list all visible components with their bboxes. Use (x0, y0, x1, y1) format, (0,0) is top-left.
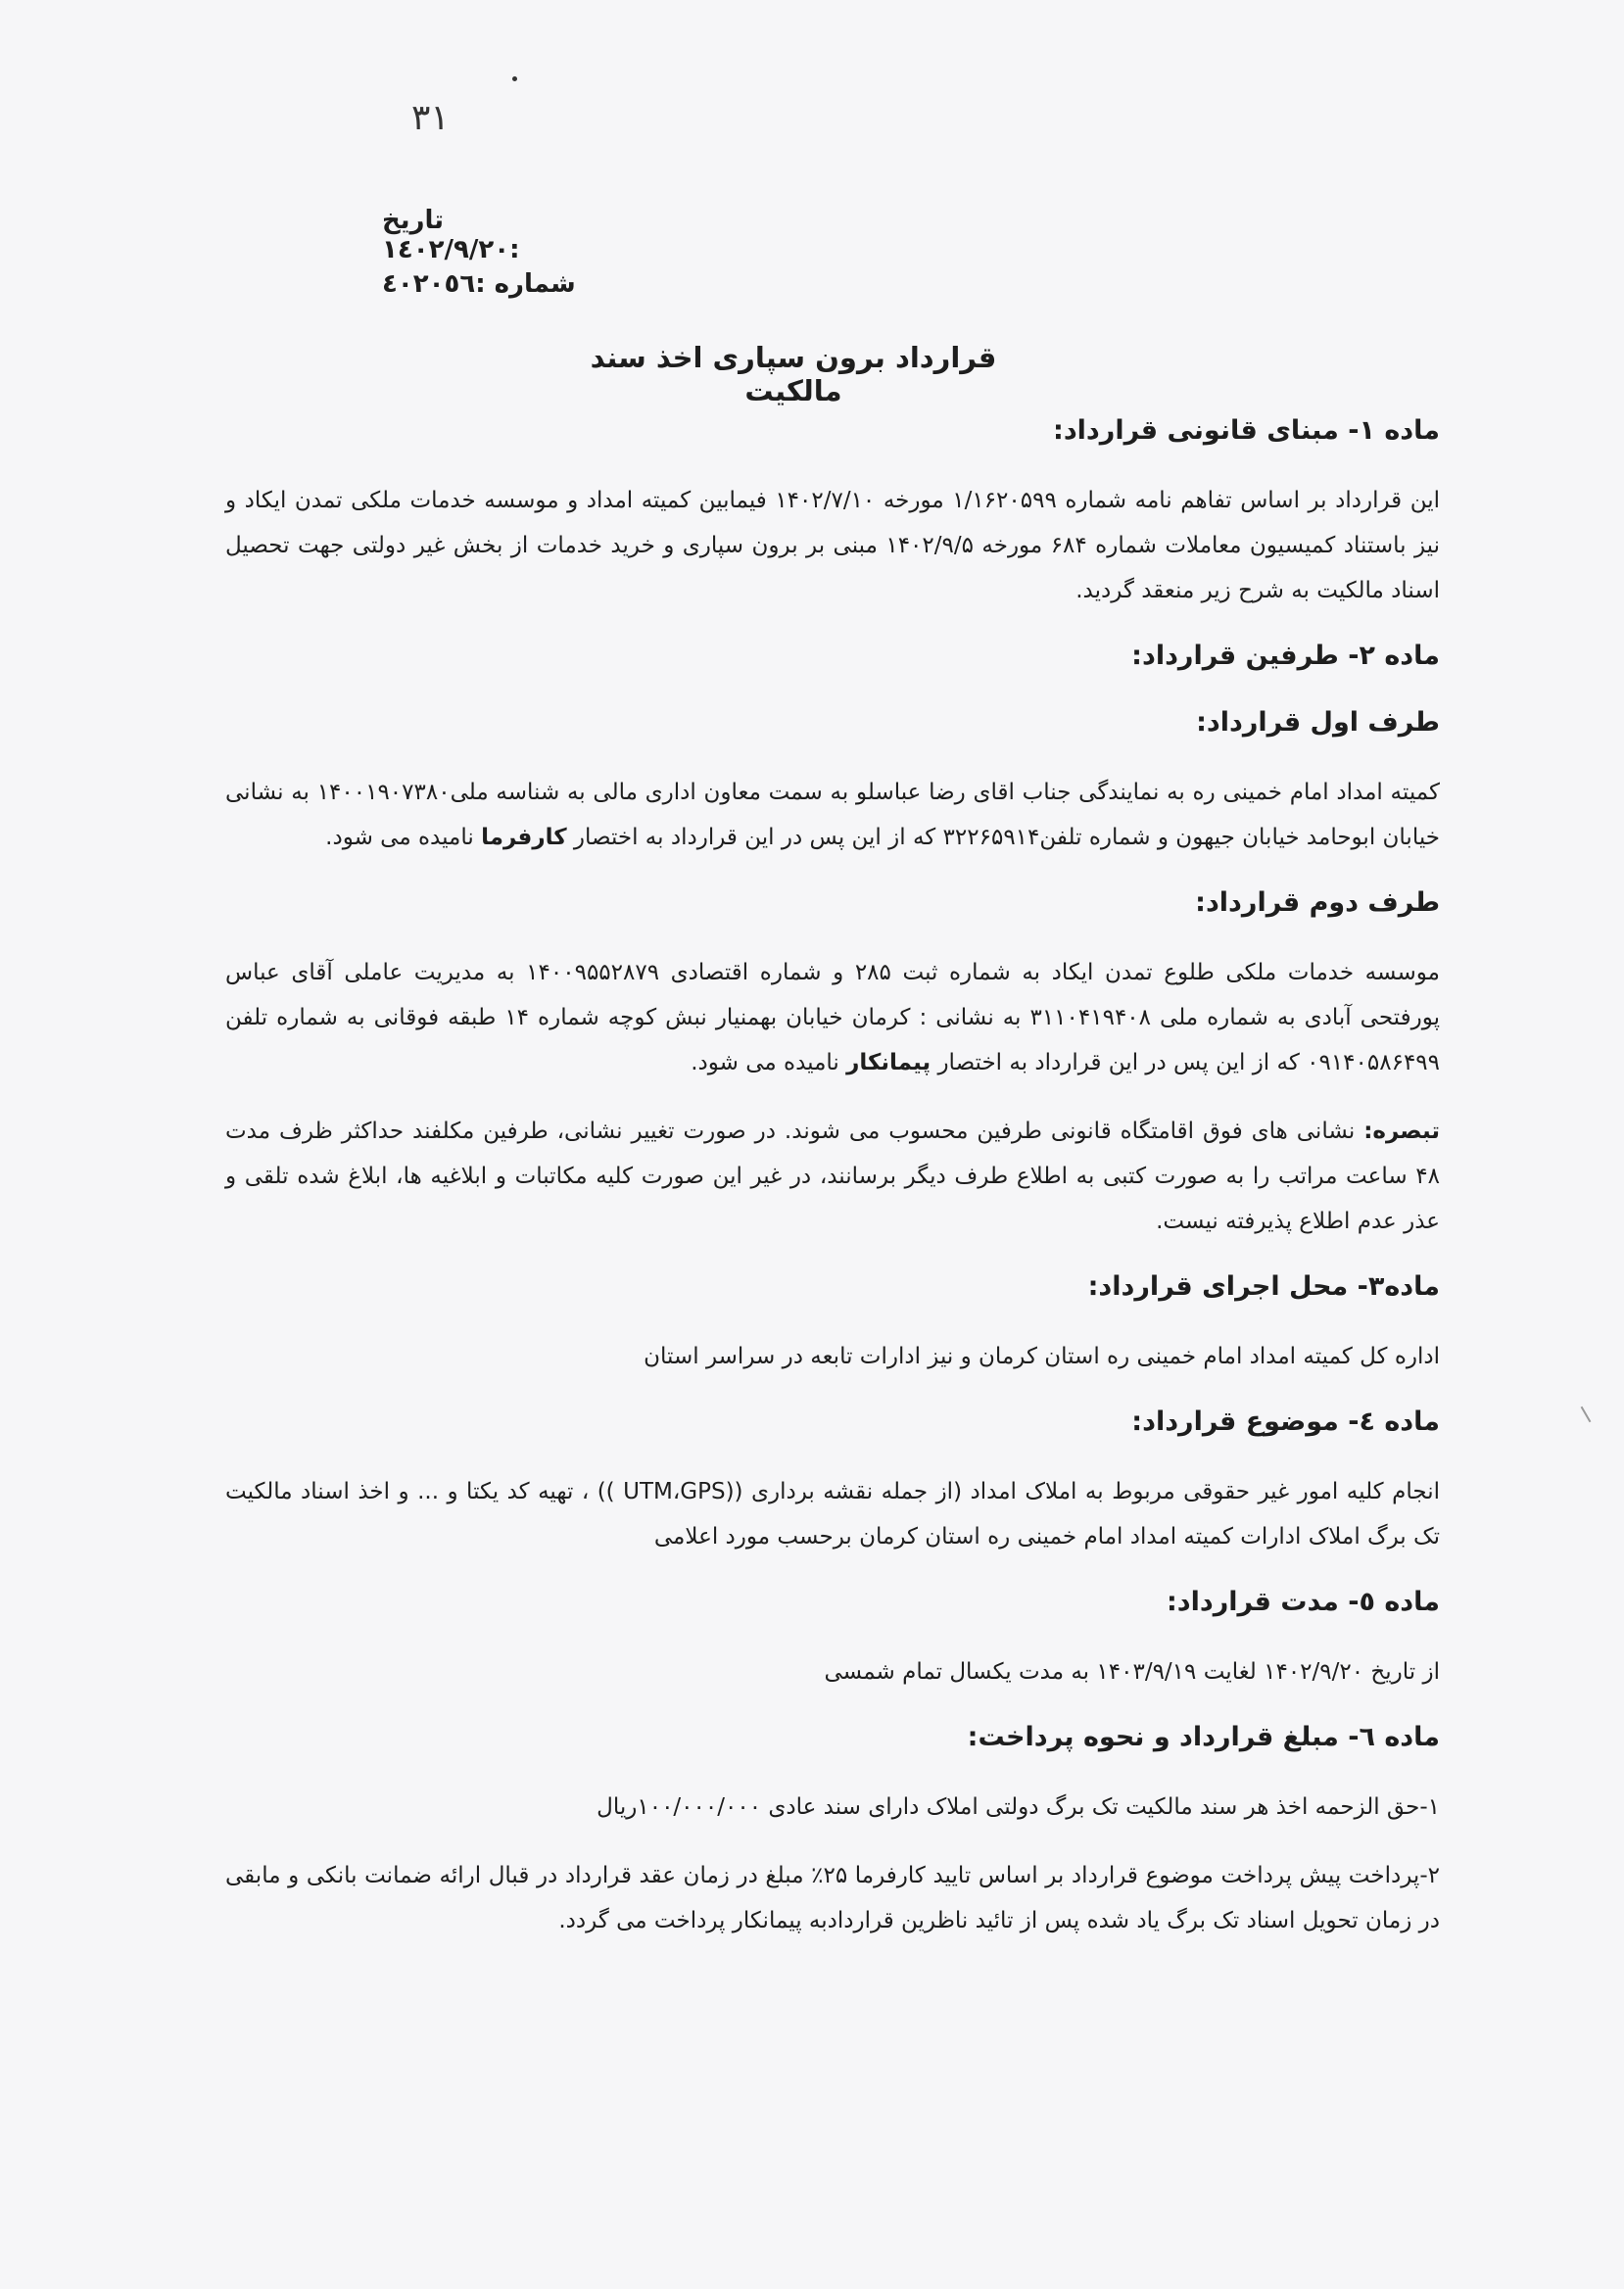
handwritten-mark: ۳۱ (411, 98, 450, 138)
date-line (382, 206, 578, 264)
party-1-text-b: نامیده می شود. (325, 825, 482, 850)
number-label: شماره : (475, 269, 576, 299)
party-1-role: کارفرما (481, 825, 567, 850)
party-2-text-a: موسسه خدمات ملکی طلوع تمدن ایکاد به شماره ثبت ۲۸۵ و شماره اقتصادی ۱۴۰۰۹۵۵۲۸۷۹ به مدیریت عاملی آقای عباس پورفتحی آبادی به شماره ملی ۳۱۱۰۴۱۹۴۰۸ به نشانی : کرمان خیابان بهمنیار نبش کوچه شماره ۱۴ طبقه فوقانی به شماره تلفن ۰۹۱۴۰۵۸۶۴۹۹ که از این پس در این قرارداد به اختصار (225, 960, 1440, 1075)
document-body (225, 411, 1440, 1967)
number-line (382, 269, 578, 299)
note-label: تبصره: (1363, 1119, 1440, 1144)
note-text (225, 1109, 1440, 1244)
article-5-text: از تاریخ ۱۴۰۲/۹/۲۰ لغایت ۱۴۰۳/۹/۱۹ به مدت یکسال تمام شمسی (824, 1659, 1440, 1685)
document-title: قرارداد برون سپاری اخذ سند مالکیت (590, 341, 997, 407)
article-6-item-2: ۲-پرداخت پیش پرداخت موضوع قرارداد بر اساس تایید کارفرما ۲۵٪ مبلغ در زمان عقد قرارداد در قبال ارائه ضمانت بانکی و مابقی در زمان تحویل اسناد تک برگ یاد شده پس از تائید ناظرین قراردادبه پیمانکار پرداخت می گردد. (225, 1863, 1440, 1933)
article-4-heading: ماده ٤- موضوع قرارداد: (1131, 1407, 1440, 1437)
ink-dot (512, 76, 517, 81)
party-1-heading: طرف اول قرارداد: (1196, 707, 1440, 738)
party-2-heading: طرف دوم قرارداد: (1195, 887, 1440, 918)
party-1-text (225, 770, 1440, 860)
party-2-text-b: نامیده می شود. (691, 1050, 847, 1075)
article-4-text: انجام کلیه امور غیر حقوقی مربوط به املاک امداد (از جمله نقشه برداری ((UTM،GPS )) ، تهیه کد یکتا و ... و اخذ اسناد مالکیت تک برگ املاک ادارات کمیته امداد امام خمینی ره استان کرمان برحسب مورد اعلامی (225, 1479, 1440, 1550)
paper-mark (1581, 1407, 1592, 1423)
note-body: نشانی های فوق اقامتگاه قانونی طرفین محسوب می شوند. در صورت تغییر نشانی، طرفین مکلفند حداکثر ظرف مدت ۴۸ ساعت مراتب را به صورت کتبی به اطلاع طرف دیگر برسانند، در غیر این صورت کلیه مکاتبات و ابلاغیه ها، ابلاغ شده تلقی و عذر عدم اطلاع پذیرفته نیست. (225, 1119, 1440, 1234)
article-6-heading: ماده ٦- مبلغ قرارداد و نحوه پرداخت: (967, 1722, 1440, 1752)
article-5-heading: ماده ٥- مدت قرارداد: (1166, 1587, 1440, 1617)
date-label: تاریخ : (382, 206, 520, 264)
party-2-role: پیمانکار (846, 1050, 931, 1075)
party-2-text (225, 950, 1440, 1085)
article-3-heading: ماده۳- محل اجرای قرارداد: (1087, 1271, 1440, 1302)
article-2-heading: ماده ۲- طرفین قرارداد: (1131, 641, 1440, 671)
article-1-text: این قرارداد بر اساس تفاهم نامه شماره ۱/۱۶۲۰۵۹۹ مورخه ۱۴۰۲/۷/۱۰ فیمابین کمیته امداد و موسسه خدمات ملکی تمدن ایکاد و نیز باستناد کمیسیون معاملات شماره ۶۸۴ مورخه ۱۴۰۲/۹/۵ مبنی بر برون سپاری و خرید خدمات از بخش غیر دولتی جهت تحصیل اسناد مالکیت به شرح زیر منعقد گردید. (225, 488, 1441, 603)
article-6-item-1: ۱-حق الزحمه اخذ هر سند مالکیت تک برگ دولتی املاک دارای سند عادی ۱۰۰/۰۰۰/۰۰۰ریال (597, 1794, 1440, 1820)
article-3-text: اداره کل کمیته امداد امام خمینی ره استان کرمان و نیز ادارات تابعه در سراسر استان (644, 1344, 1440, 1369)
article-1-heading: ماده ۱- مبنای قانونی قرارداد: (1053, 415, 1440, 446)
number-value: ٤۰۲۰٥٦ (382, 269, 476, 299)
date-value: ۱٤۰۲/۹/۲۰ (382, 235, 510, 264)
party-1-text-a: کمیته امداد امام خمینی ره به نمایندگی جناب اقای رضا عباسلو به سمت معاون اداری مالی به شناسه ملی۱۴۰۰۱۹۰۷۳۸۰ به نشانی خیابان ابوحامد خیابان جیهون و شماره تلفن۳۲۲۶۵۹۱۴ که از این پس در این قرارداد به اختصار (225, 780, 1441, 850)
